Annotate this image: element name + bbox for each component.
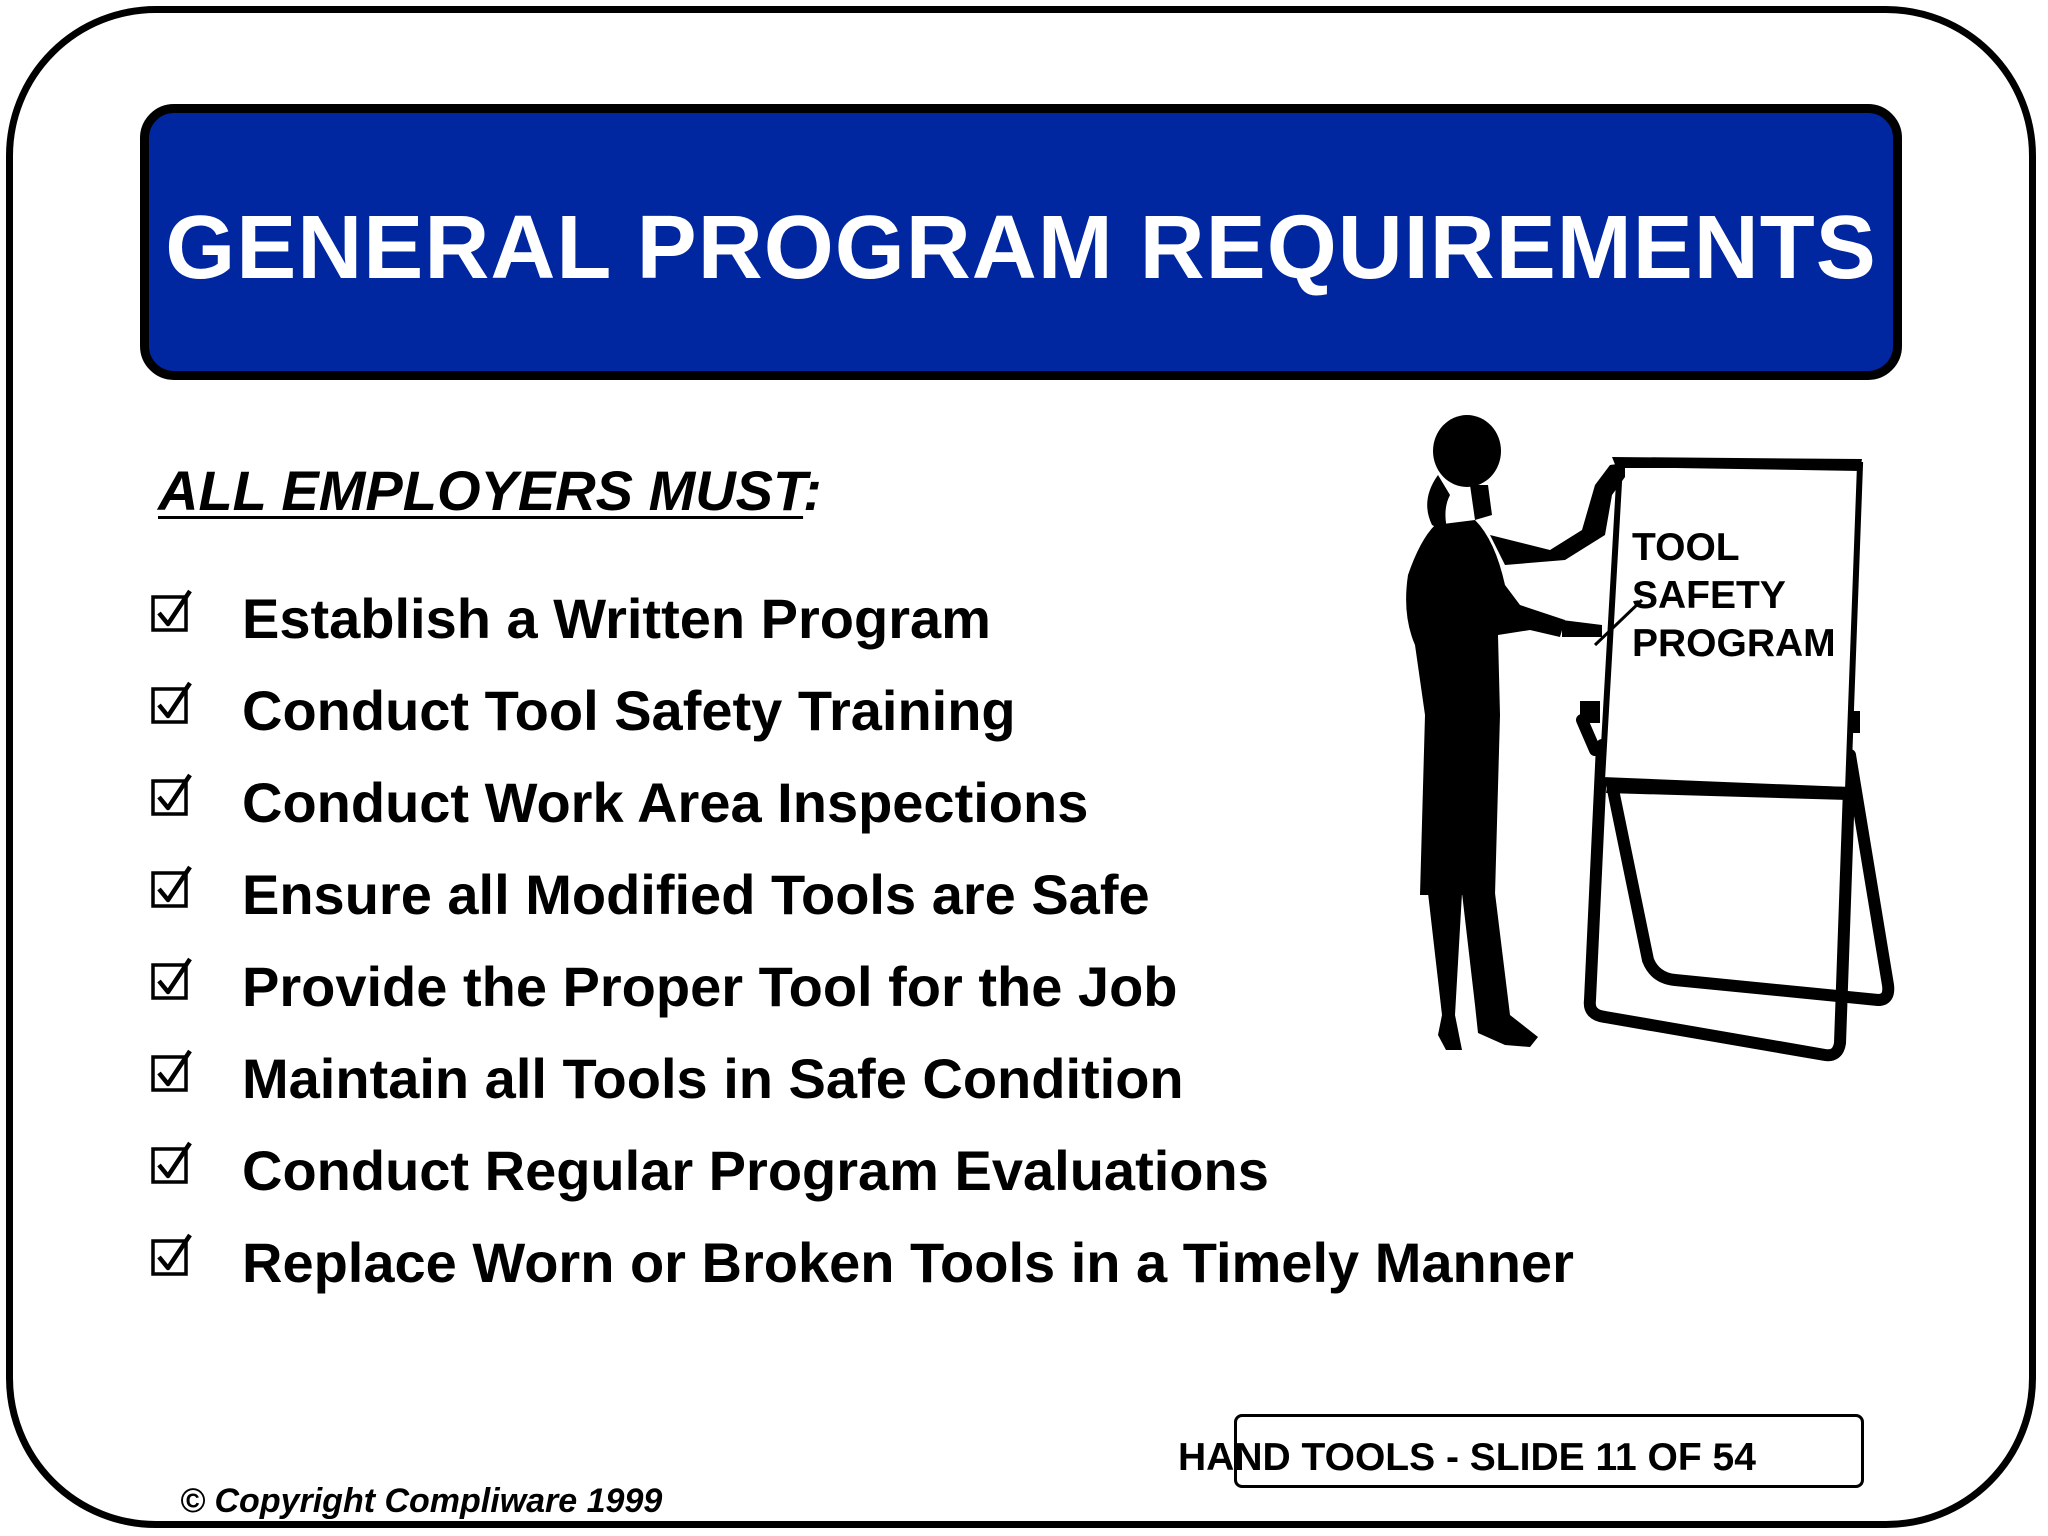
- checked-box-icon: [150, 772, 196, 818]
- requirement-text: Establish a Written Program: [242, 587, 991, 650]
- checked-box-icon: [150, 588, 196, 634]
- slide-title: GENERAL PROGRAM REQUIREMENTS: [165, 197, 1877, 298]
- board-line: SAFETY: [1632, 574, 1786, 617]
- requirement-text: Ensure all Modified Tools are Safe: [242, 863, 1150, 926]
- subheading-colon: :: [803, 459, 822, 522]
- requirement-text: Conduct Tool Safety Training: [242, 679, 1016, 742]
- presenter-silhouette-icon: [1380, 415, 1940, 1080]
- requirement-text: Conduct Work Area Inspections: [242, 771, 1089, 834]
- requirement-text: Replace Worn or Broken Tools in a Timely Manner: [242, 1231, 1574, 1294]
- slide-number-label: HAND TOOLS - SLIDE 11 OF 54: [1178, 1436, 1756, 1479]
- checked-box-icon: [150, 864, 196, 910]
- list-item: [150, 856, 1574, 948]
- board-line: TOOL: [1632, 526, 1740, 569]
- list-item: [150, 580, 1574, 672]
- flipchart-text: [1632, 524, 1836, 668]
- checked-box-icon: [150, 680, 196, 726]
- requirement-text: Conduct Regular Program Evaluations: [242, 1139, 1269, 1202]
- presenter-flipchart-illustration: [1380, 415, 1940, 1080]
- list-item: [150, 672, 1574, 764]
- requirement-text: Maintain all Tools in Safe Condition: [242, 1047, 1184, 1110]
- list-item: [150, 948, 1574, 1040]
- checked-box-icon: [150, 1232, 196, 1278]
- list-item: [150, 1132, 1574, 1224]
- board-line: PROGRAM: [1632, 622, 1836, 665]
- requirement-text: Provide the Proper Tool for the Job: [242, 955, 1178, 1018]
- subheading: [158, 458, 822, 523]
- checked-box-icon: [150, 1140, 196, 1186]
- list-item: [150, 1040, 1574, 1132]
- checked-box-icon: [150, 1048, 196, 1094]
- requirements-list: [150, 580, 1574, 1316]
- subheading-text: ALL EMPLOYERS MUST: [158, 459, 804, 522]
- checked-box-icon: [150, 956, 196, 1002]
- list-item: [150, 1224, 1574, 1316]
- title-banner: [140, 104, 1902, 380]
- copyright-notice: © Copyright Compliware 1999: [180, 1482, 663, 1520]
- list-item: [150, 764, 1574, 856]
